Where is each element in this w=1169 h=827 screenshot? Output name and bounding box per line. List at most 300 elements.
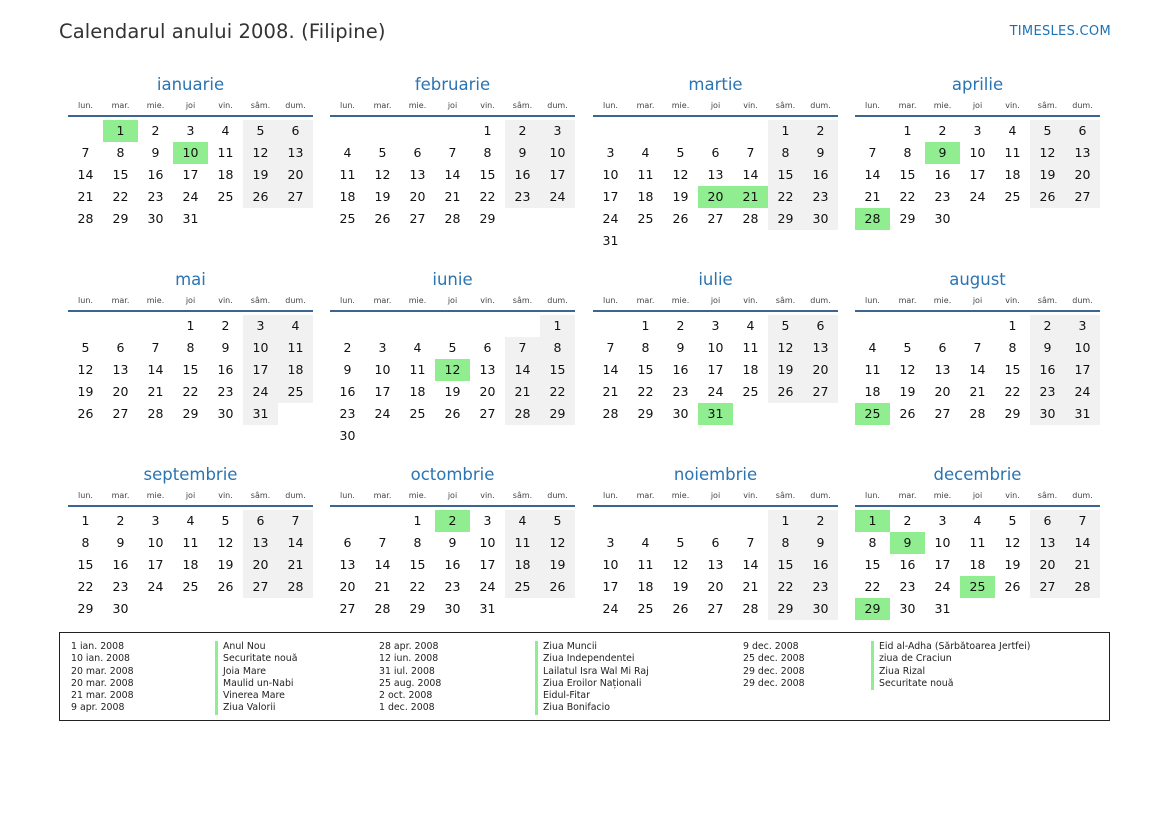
weekday-label: mar. bbox=[373, 491, 392, 500]
day-cell: 5 bbox=[81, 340, 90, 355]
day-cell: 28 bbox=[374, 601, 391, 616]
day-cell: 11 bbox=[637, 167, 654, 182]
weekday-label: sâm. bbox=[512, 101, 533, 110]
day-cell: 27 bbox=[934, 406, 951, 421]
weekday-label: sâm. bbox=[775, 296, 796, 305]
day-cell: 20 bbox=[112, 384, 129, 399]
weekday-label: sâm. bbox=[1037, 101, 1058, 110]
day-cell: 15 bbox=[768, 164, 803, 186]
day-cell: 10 bbox=[969, 145, 986, 160]
weekday-label: vin. bbox=[480, 296, 495, 305]
weekday-label: vin. bbox=[1005, 101, 1020, 110]
day-cell: 7 bbox=[505, 337, 540, 359]
day-cell: 18 bbox=[505, 554, 540, 576]
day-cell: 24 bbox=[243, 381, 278, 403]
day-cell: 4 bbox=[868, 340, 877, 355]
weekday-label: mie. bbox=[671, 491, 690, 500]
day-cell: 20 bbox=[934, 384, 951, 399]
day-cell: 18 bbox=[409, 384, 426, 399]
month-noiembrie bbox=[593, 464, 838, 616]
brand-link[interactable]: TIMESLES.COM bbox=[1009, 24, 1111, 39]
day-cell: 11 bbox=[1004, 145, 1021, 160]
day-cell: 2 bbox=[116, 513, 125, 528]
weekday-label: mar. bbox=[898, 296, 917, 305]
day-cell: 5 bbox=[903, 340, 912, 355]
weekday-label: joi bbox=[447, 101, 458, 110]
day-cell: 8 bbox=[768, 532, 803, 554]
day-cell: 9 bbox=[221, 340, 230, 355]
day-cell: 22 bbox=[409, 579, 426, 594]
day-cell: 28 bbox=[1065, 576, 1100, 598]
weekday-label: mie. bbox=[671, 296, 690, 305]
weekday-label: mie. bbox=[671, 101, 690, 110]
day-cell: 20 bbox=[243, 554, 278, 576]
day-cell: 29 bbox=[77, 601, 94, 616]
day-cell: 3 bbox=[483, 513, 492, 528]
day-cell: 18 bbox=[864, 384, 881, 399]
day-cell: 16 bbox=[112, 557, 129, 572]
month-name: iunie bbox=[432, 270, 473, 289]
month-name: iulie bbox=[698, 270, 733, 289]
day-cell: 26 bbox=[899, 406, 916, 421]
day-cell: 25 bbox=[637, 211, 654, 226]
day-cell: 29 bbox=[899, 211, 916, 226]
day-cell: 28 bbox=[444, 211, 461, 226]
weekday-label: sâm. bbox=[775, 491, 796, 500]
day-cell: 22 bbox=[540, 381, 575, 403]
legend-date: 29 dec. 2008 bbox=[743, 677, 805, 689]
day-cell: 23 bbox=[112, 579, 129, 594]
day-cell: 10 bbox=[479, 535, 496, 550]
day-cell: 6 bbox=[243, 510, 278, 532]
day-cell: 12 bbox=[243, 142, 278, 164]
day-cell: 9 bbox=[803, 532, 838, 554]
day-cell: 3 bbox=[711, 318, 720, 333]
weekday-label: lun. bbox=[865, 296, 880, 305]
day-cell: 22 bbox=[112, 189, 129, 204]
weekday-label: lun. bbox=[78, 101, 93, 110]
day-cell: 21 bbox=[864, 189, 881, 204]
day-cell: 27 bbox=[1065, 186, 1100, 208]
day-cell: 1 bbox=[768, 120, 803, 142]
day-cell: 3 bbox=[540, 120, 575, 142]
weekday-label: mie. bbox=[146, 296, 165, 305]
day-cell: 30 bbox=[339, 428, 356, 443]
day-cell: 17 bbox=[602, 189, 619, 204]
weekday-label: mie. bbox=[933, 296, 952, 305]
day-cell: 6 bbox=[413, 145, 422, 160]
day-cell: 4 bbox=[973, 513, 982, 528]
day-cell: 8 bbox=[903, 145, 912, 160]
day-cell: 16 bbox=[934, 167, 951, 182]
day-cell: 11 bbox=[742, 340, 759, 355]
day-cell: 18 bbox=[339, 189, 356, 204]
month-name: octombrie bbox=[410, 465, 495, 484]
legend-holiday-name: Securitate nouă bbox=[871, 678, 1030, 690]
day-cell: 8 bbox=[116, 145, 125, 160]
day-cell: 8 bbox=[81, 535, 90, 550]
weekday-header bbox=[593, 97, 838, 117]
day-cell: 3 bbox=[938, 513, 947, 528]
day-cell: 19 bbox=[374, 189, 391, 204]
day-cell: 1 bbox=[641, 318, 650, 333]
legend-date: 25 aug. 2008 bbox=[379, 677, 442, 689]
day-cell: 13 bbox=[1065, 142, 1100, 164]
month-septembrie bbox=[68, 464, 313, 616]
day-cell: 28 bbox=[969, 406, 986, 421]
day-cell: 11 bbox=[217, 145, 234, 160]
day-cell: 30 bbox=[672, 406, 689, 421]
day-cell: 9 bbox=[676, 340, 685, 355]
holiday-day-cell: 12 bbox=[435, 359, 470, 381]
day-cell: 18 bbox=[742, 362, 759, 377]
day-cell: 3 bbox=[1065, 315, 1100, 337]
day-cell: 30 bbox=[803, 208, 838, 230]
day-cell: 2 bbox=[903, 513, 912, 528]
day-cell: 26 bbox=[672, 601, 689, 616]
day-cell: 26 bbox=[1004, 579, 1021, 594]
day-cell: 20 bbox=[278, 164, 313, 186]
day-cell: 23 bbox=[899, 579, 916, 594]
day-cell: 7 bbox=[973, 340, 982, 355]
legend-holiday-name: Vinerea Mare bbox=[215, 690, 297, 702]
day-cell: 4 bbox=[278, 315, 313, 337]
day-cell: 19 bbox=[1030, 164, 1065, 186]
holiday-day-cell: 25 bbox=[960, 576, 995, 598]
month-name: noiembrie bbox=[673, 465, 758, 484]
month-name: august bbox=[949, 270, 1006, 289]
day-cell: 16 bbox=[1030, 359, 1065, 381]
day-cell: 1 bbox=[81, 513, 90, 528]
weekday-label: joi bbox=[185, 296, 196, 305]
weekday-label: lun. bbox=[865, 101, 880, 110]
day-cell: 15 bbox=[899, 167, 916, 182]
legend-date: 29 dec. 2008 bbox=[743, 665, 805, 677]
legend-holiday-name: Eid al-Adha (Sărbătoarea Jertfei) bbox=[871, 641, 1030, 653]
day-cell: 10 bbox=[934, 535, 951, 550]
weekday-label: dum. bbox=[810, 491, 831, 500]
day-cell: 9 bbox=[448, 535, 457, 550]
holiday-day-cell: 31 bbox=[698, 403, 733, 425]
day-cell: 10 bbox=[243, 337, 278, 359]
day-cell: 10 bbox=[707, 340, 724, 355]
day-cell: 11 bbox=[864, 362, 881, 377]
weekday-label: lun. bbox=[865, 491, 880, 500]
holiday-legend bbox=[59, 632, 1110, 721]
day-cell: 29 bbox=[540, 403, 575, 425]
day-cell: 13 bbox=[707, 557, 724, 572]
day-cell: 3 bbox=[186, 123, 195, 138]
weekday-label: vin. bbox=[218, 491, 233, 500]
day-cell: 11 bbox=[409, 362, 426, 377]
day-cell: 8 bbox=[186, 340, 195, 355]
day-cell: 10 bbox=[602, 557, 619, 572]
day-cell: 30 bbox=[1030, 403, 1065, 425]
day-cell: 19 bbox=[243, 164, 278, 186]
day-cell: 20 bbox=[1065, 164, 1100, 186]
weekday-label: lun. bbox=[603, 296, 618, 305]
weekday-label: mar. bbox=[111, 491, 130, 500]
day-cell: 30 bbox=[444, 601, 461, 616]
day-cell: 13 bbox=[1030, 532, 1065, 554]
day-cell: 18 bbox=[182, 557, 199, 572]
day-cell: 24 bbox=[602, 211, 619, 226]
month-iunie bbox=[330, 269, 575, 443]
weekday-label: lun. bbox=[340, 296, 355, 305]
weekday-label: vin. bbox=[218, 296, 233, 305]
day-cell: 27 bbox=[707, 601, 724, 616]
day-cell: 19 bbox=[672, 579, 689, 594]
day-cell: 22 bbox=[1004, 384, 1021, 399]
day-cell: 7 bbox=[448, 145, 457, 160]
day-cell: 30 bbox=[899, 601, 916, 616]
weekday-label: dum. bbox=[285, 101, 306, 110]
day-cell: 14 bbox=[742, 167, 759, 182]
legend-date: 28 apr. 2008 bbox=[379, 641, 439, 652]
day-cell: 27 bbox=[1030, 576, 1065, 598]
day-cell: 21 bbox=[969, 384, 986, 399]
day-cell: 17 bbox=[540, 164, 575, 186]
legend-names-col-3 bbox=[871, 641, 1030, 690]
day-cell: 25 bbox=[505, 576, 540, 598]
day-cell: 29 bbox=[112, 211, 129, 226]
day-cell: 22 bbox=[182, 384, 199, 399]
day-cell: 9 bbox=[1030, 337, 1065, 359]
day-cell: 11 bbox=[182, 535, 199, 550]
day-cell: 23 bbox=[339, 406, 356, 421]
weekday-label: vin. bbox=[743, 101, 758, 110]
day-cell: 10 bbox=[374, 362, 391, 377]
legend-holiday-name: Eidul-Fitar bbox=[535, 690, 649, 702]
day-cell: 18 bbox=[969, 557, 986, 572]
weekday-label: joi bbox=[447, 491, 458, 500]
holiday-day-cell: 9 bbox=[925, 142, 960, 164]
day-cell: 31 bbox=[602, 233, 619, 248]
month-decembrie bbox=[855, 464, 1100, 616]
day-cell: 19 bbox=[77, 384, 94, 399]
day-cell: 25 bbox=[637, 601, 654, 616]
month-august bbox=[855, 269, 1100, 421]
day-cell: 14 bbox=[374, 557, 391, 572]
holiday-day-cell: 1 bbox=[855, 510, 890, 532]
day-cell: 10 bbox=[540, 142, 575, 164]
day-cell: 31 bbox=[1065, 403, 1100, 425]
weekday-header bbox=[330, 97, 575, 117]
legend-date: 12 iun. 2008 bbox=[379, 653, 439, 665]
weekday-label: lun. bbox=[603, 491, 618, 500]
day-cell: 27 bbox=[243, 576, 278, 598]
day-cell: 23 bbox=[1030, 381, 1065, 403]
day-cell: 1 bbox=[1008, 318, 1017, 333]
day-cell: 1 bbox=[483, 123, 492, 138]
legend-names-col-1 bbox=[215, 641, 297, 715]
weekday-label: sâm. bbox=[512, 296, 533, 305]
month-martie bbox=[593, 74, 838, 248]
day-cell: 6 bbox=[278, 120, 313, 142]
legend-dates-col-3 bbox=[743, 641, 805, 690]
weekday-label: mar. bbox=[111, 101, 130, 110]
day-cell: 14 bbox=[444, 167, 461, 182]
day-cell: 10 bbox=[602, 167, 619, 182]
legend-date: 10 ian. 2008 bbox=[71, 653, 131, 665]
legend-holiday-name: Ziua Valorii bbox=[215, 702, 297, 714]
day-cell: 14 bbox=[278, 532, 313, 554]
weekday-header bbox=[855, 487, 1100, 507]
holiday-day-cell: 1 bbox=[103, 120, 138, 142]
day-cell: 11 bbox=[278, 337, 313, 359]
day-cell: 25 bbox=[742, 384, 759, 399]
day-cell: 19 bbox=[672, 189, 689, 204]
day-cell: 8 bbox=[483, 145, 492, 160]
day-cell: 11 bbox=[339, 167, 356, 182]
month-mai bbox=[68, 269, 313, 421]
legend-date: 25 dec. 2008 bbox=[743, 653, 805, 665]
day-cell: 24 bbox=[707, 384, 724, 399]
day-cell: 27 bbox=[479, 406, 496, 421]
day-cell: 6 bbox=[711, 145, 720, 160]
day-cell: 16 bbox=[147, 167, 164, 182]
day-cell: 28 bbox=[742, 211, 759, 226]
day-cell: 8 bbox=[413, 535, 422, 550]
weekday-label: dum. bbox=[285, 296, 306, 305]
month-name: decembrie bbox=[933, 465, 1022, 484]
day-cell: 7 bbox=[746, 535, 755, 550]
weekday-label: vin. bbox=[743, 296, 758, 305]
day-cell: 13 bbox=[243, 532, 278, 554]
day-cell: 14 bbox=[969, 362, 986, 377]
day-cell: 26 bbox=[540, 576, 575, 598]
day-cell: 29 bbox=[182, 406, 199, 421]
legend-holiday-name: Ziua Muncii bbox=[535, 641, 649, 653]
weekday-label: mar. bbox=[636, 296, 655, 305]
weekday-label: mie. bbox=[408, 296, 427, 305]
day-cell: 2 bbox=[1030, 315, 1065, 337]
day-cell: 5 bbox=[448, 340, 457, 355]
legend-date: 9 dec. 2008 bbox=[743, 641, 799, 652]
day-cell: 29 bbox=[637, 406, 654, 421]
day-cell: 1 bbox=[540, 315, 575, 337]
day-cell: 26 bbox=[243, 186, 278, 208]
day-cell: 31 bbox=[479, 601, 496, 616]
day-cell: 27 bbox=[707, 211, 724, 226]
day-cell: 17 bbox=[182, 167, 199, 182]
weekday-label: sâm. bbox=[775, 101, 796, 110]
day-cell: 4 bbox=[641, 535, 650, 550]
weekday-label: joi bbox=[710, 296, 721, 305]
day-cell: 17 bbox=[602, 579, 619, 594]
weekday-label: dum. bbox=[1072, 101, 1093, 110]
day-cell: 11 bbox=[505, 532, 540, 554]
day-cell: 23 bbox=[803, 186, 838, 208]
day-cell: 1 bbox=[903, 123, 912, 138]
day-cell: 21 bbox=[742, 579, 759, 594]
weekday-label: dum. bbox=[285, 491, 306, 500]
weekday-label: mie. bbox=[933, 101, 952, 110]
day-cell: 11 bbox=[637, 557, 654, 572]
day-cell: 7 bbox=[606, 340, 615, 355]
day-cell: 26 bbox=[217, 579, 234, 594]
weekday-label: sâm. bbox=[250, 101, 271, 110]
day-cell: 22 bbox=[768, 576, 803, 598]
day-cell: 16 bbox=[505, 164, 540, 186]
day-cell: 28 bbox=[278, 576, 313, 598]
legend-date: 31 iul. 2008 bbox=[379, 665, 435, 677]
weekday-label: mar. bbox=[898, 491, 917, 500]
day-cell: 5 bbox=[243, 120, 278, 142]
day-cell: 5 bbox=[540, 510, 575, 532]
weekday-label: mar. bbox=[636, 101, 655, 110]
day-cell: 15 bbox=[1004, 362, 1021, 377]
day-cell: 22 bbox=[637, 384, 654, 399]
day-cell: 21 bbox=[602, 384, 619, 399]
day-cell: 20 bbox=[707, 579, 724, 594]
day-cell: 24 bbox=[479, 579, 496, 594]
day-cell: 20 bbox=[479, 384, 496, 399]
weekday-header bbox=[330, 292, 575, 312]
day-cell: 6 bbox=[1030, 510, 1065, 532]
day-cell: 12 bbox=[540, 532, 575, 554]
month-name: septembrie bbox=[143, 465, 238, 484]
day-cell: 15 bbox=[864, 557, 881, 572]
day-cell: 2 bbox=[505, 120, 540, 142]
day-cell: 6 bbox=[803, 315, 838, 337]
day-cell: 20 bbox=[339, 579, 356, 594]
legend-dates-col-1 bbox=[71, 641, 134, 715]
day-cell: 25 bbox=[217, 189, 234, 204]
day-cell: 8 bbox=[1008, 340, 1017, 355]
month-name: aprilie bbox=[951, 75, 1004, 94]
weekday-label: sâm. bbox=[512, 491, 533, 500]
month-februarie bbox=[330, 74, 575, 226]
day-cell: 6 bbox=[938, 340, 947, 355]
weekday-label: mar. bbox=[373, 101, 392, 110]
day-cell: 12 bbox=[768, 337, 803, 359]
day-cell: 24 bbox=[934, 579, 951, 594]
day-cell: 27 bbox=[112, 406, 129, 421]
day-cell: 19 bbox=[444, 384, 461, 399]
day-cell: 8 bbox=[868, 535, 877, 550]
day-cell: 23 bbox=[147, 189, 164, 204]
day-cell: 21 bbox=[77, 189, 94, 204]
weekday-label: lun. bbox=[78, 491, 93, 500]
weekday-label: joi bbox=[710, 101, 721, 110]
day-cell: 14 bbox=[77, 167, 94, 182]
weekday-label: vin. bbox=[218, 101, 233, 110]
day-cell: 19 bbox=[899, 384, 916, 399]
day-cell: 29 bbox=[479, 211, 496, 226]
day-cell: 26 bbox=[672, 211, 689, 226]
day-cell: 17 bbox=[1065, 359, 1100, 381]
day-cell: 25 bbox=[278, 381, 313, 403]
day-cell: 9 bbox=[803, 142, 838, 164]
weekday-label: mar. bbox=[636, 491, 655, 500]
legend-names-col-2 bbox=[535, 641, 649, 715]
day-cell: 13 bbox=[479, 362, 496, 377]
day-cell: 4 bbox=[505, 510, 540, 532]
weekday-label: sâm. bbox=[250, 296, 271, 305]
legend-date: 20 mar. 2008 bbox=[71, 677, 134, 689]
day-cell: 5 bbox=[378, 145, 387, 160]
legend-date: 1 ian. 2008 bbox=[71, 641, 125, 652]
day-cell: 26 bbox=[1030, 186, 1065, 208]
day-cell: 21 bbox=[444, 189, 461, 204]
month-iulie bbox=[593, 269, 838, 421]
weekday-label: mie. bbox=[408, 491, 427, 500]
day-cell: 5 bbox=[1008, 513, 1017, 528]
day-cell: 25 bbox=[339, 211, 356, 226]
day-cell: 13 bbox=[112, 362, 129, 377]
day-cell: 31 bbox=[182, 211, 199, 226]
